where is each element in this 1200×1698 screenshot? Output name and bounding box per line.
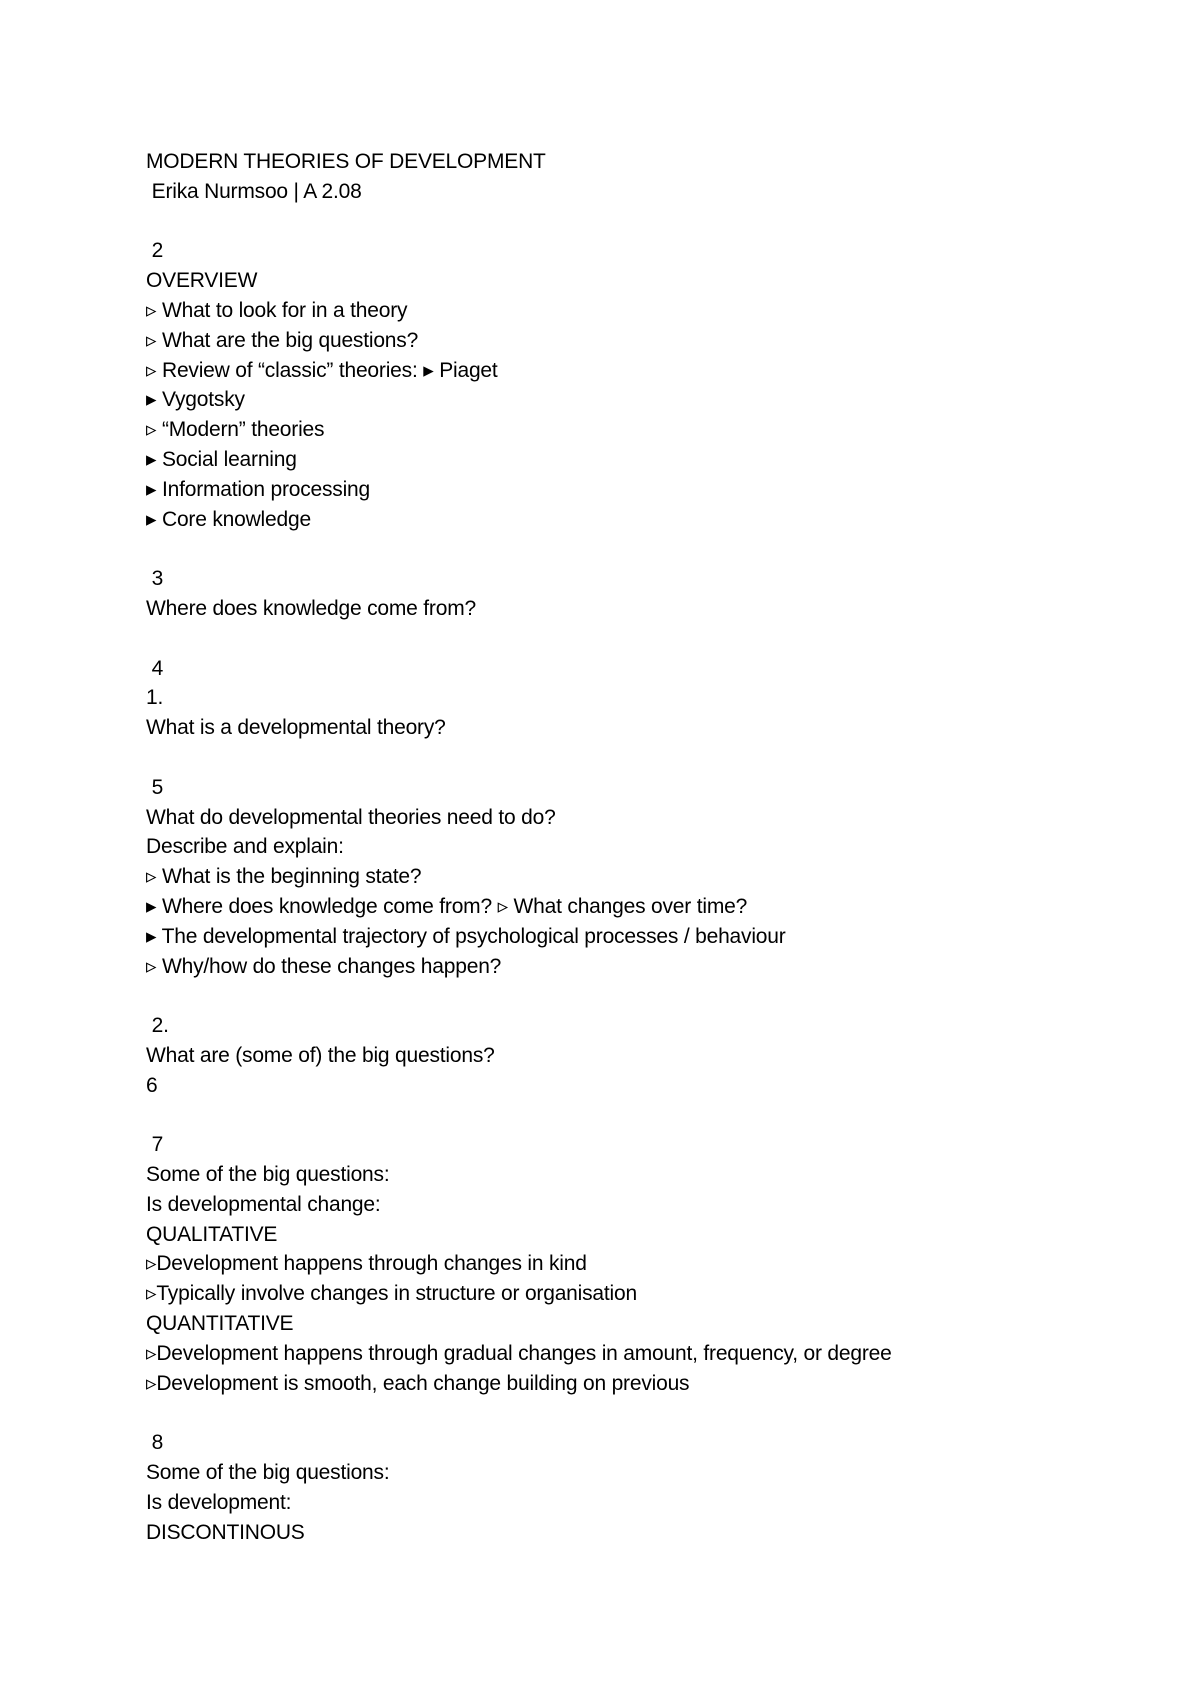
text-line: Where does knowledge come from? — [146, 596, 476, 620]
blank-line — [146, 624, 1156, 654]
text-line: OVERVIEW — [146, 269, 258, 293]
text-line: Is development: — [146, 1490, 292, 1514]
blank-line — [146, 981, 1156, 1011]
author-line: Erika Nurmsoo | A 2.08 — [146, 179, 362, 203]
text-line: ▹ What to look for in a theory — [146, 298, 408, 322]
slide-number: 3 — [146, 567, 164, 591]
text-line: ▸ Core knowledge — [146, 507, 311, 531]
text-line: ▸ Vygotsky — [146, 388, 245, 412]
document-page — [146, 147, 1156, 1547]
text-line: ▸ Information processing — [146, 477, 371, 501]
text-line: ▹ Review of “classic” theories: ▸ Piaget — [146, 358, 498, 382]
text-line: ▸ The developmental trajectory of psychological processes / behaviour — [146, 924, 786, 948]
slide-number: 5 — [146, 775, 164, 799]
document-body — [146, 207, 1156, 1548]
text-line: ▸ Where does knowledge come from? ▹ What changes over time? — [146, 894, 748, 918]
text-line: Is developmental change: — [146, 1192, 381, 1216]
blank-line — [146, 1398, 1156, 1428]
text-line: ▹ What is the beginning state? — [146, 865, 422, 889]
text-line: What are (some of) the big questions? — [146, 1043, 495, 1067]
slide-number: 2. — [146, 1014, 169, 1038]
slide-number: 4 — [146, 656, 164, 680]
text-line: QUALITATIVE — [146, 1222, 278, 1246]
text-line: QUANTITATIVE — [146, 1312, 294, 1336]
text-line: ▹ “Modern” theories — [146, 418, 325, 442]
text-line: ▹Development happens through changes in kind — [146, 1252, 587, 1276]
text-line: Some of the big questions: — [146, 1163, 390, 1187]
text-line: ▹ What are the big questions? — [146, 328, 419, 352]
text-line: ▹ Why/how do these changes happen? — [146, 954, 502, 978]
text-line: Describe and explain: — [146, 835, 344, 859]
text-line: ▹Typically involve changes in structure or organisation — [146, 1282, 637, 1306]
text-line: ▹Development is smooth, each change building on previous — [146, 1371, 690, 1395]
slide-number: 6 — [146, 1073, 158, 1097]
blank-line — [146, 1101, 1156, 1131]
slide-number: 1. — [146, 686, 164, 710]
slide-number: 2 — [146, 239, 164, 263]
blank-line — [146, 743, 1156, 773]
text-line: ▸ Social learning — [146, 447, 297, 471]
text-line: ▹Development happens through gradual changes in amount, frequency, or degree — [146, 1341, 892, 1365]
slide-number: 8 — [146, 1431, 164, 1455]
slide-number: 7 — [146, 1133, 164, 1157]
blank-line — [146, 534, 1156, 564]
document-title: MODERN THEORIES OF DEVELOPMENT — [146, 150, 546, 173]
text-line: What do developmental theories need to do? — [146, 805, 556, 829]
text-line: Some of the big questions: — [146, 1461, 390, 1485]
text-line: DISCONTINOUS — [146, 1520, 305, 1544]
blank-line — [146, 207, 1156, 237]
text-line: What is a developmental theory? — [146, 716, 446, 740]
